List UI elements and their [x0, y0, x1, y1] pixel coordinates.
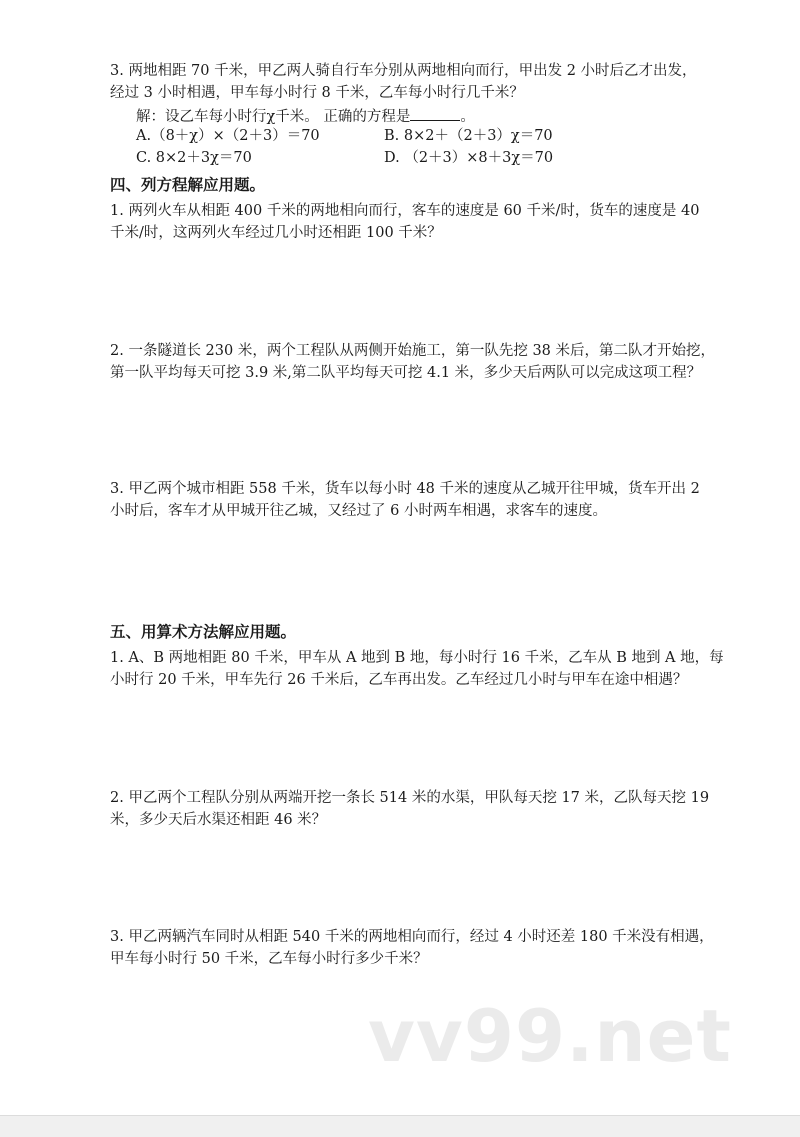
- s4-q3-line2: 小时后，客车才从甲城开往乙城，又经过了 6 小时两车相遇，求客车的速度。: [110, 503, 607, 519]
- s4-q1-line1: 1. 两列火车从相距 400 千米的两地相向而行，客车的速度是 60 千米/时，货车的速度是 40: [110, 203, 700, 219]
- s5-q1-line1: 1. A、B 两地相距 80 千米，甲车从 A 地到 B 地，每小时行 16 千米，乙车从 B 地到 A 地，每: [110, 650, 724, 666]
- s5-q3-line2: 甲车每小时行 50 千米，乙车每小时行多少千米？: [110, 951, 428, 967]
- answer-blank: [410, 106, 460, 121]
- s4-q1-line2: 千米/时，这两列火车经过几小时还相距 100 千米？: [110, 225, 442, 241]
- section4-heading: 四、列方程解应用题。: [110, 176, 266, 194]
- q3-text-line1: 3. 两地相距 70 千米，甲乙两人骑自行车分别从两地相向而行，甲出发 2 小时后乙才出发，: [110, 63, 697, 79]
- s4-q2-line2: 第一队平均每天可挖 3.9 米,第二队平均每天可挖 4.1 米，多少天后两队可以完成这项工程？: [110, 365, 702, 381]
- q3-solution-line: [136, 106, 475, 126]
- option-b: B. 8×2＋（2＋3）χ＝70: [384, 128, 553, 144]
- option-d: D. （2＋3）×8＋3χ＝70: [384, 150, 554, 166]
- s4-q2-line1: 2. 一条隧道长 230 米，两个工程队从两侧开始施工，第一队先挖 38 米后，第二队才开始挖，: [110, 343, 716, 359]
- watermark: vv99.net: [368, 994, 732, 1078]
- q3-solution-prefix: 解：设乙车每小时行χ千米。 正确的方程是: [136, 109, 411, 125]
- q3-text-line2: 经过 3 小时相遇，甲车每小时行 8 千米，乙车每小时行几千米？: [110, 85, 524, 101]
- option-a: A.（8＋χ）×（2＋3）＝70: [136, 128, 320, 144]
- q3-solution-suffix: 。: [460, 109, 475, 125]
- s5-q2-line2: 米，多少天后水渠还相距 46 米？: [110, 812, 327, 828]
- option-c: C. 8×2＋3χ＝70: [136, 150, 252, 166]
- s5-q3-line1: 3. 甲乙两辆汽车同时从相距 540 千米的两地相向而行，经过 4 小时还差 180 千米没有相遇，: [110, 929, 714, 945]
- s5-q1-line2: 小时行 20 千米，甲车先行 26 千米后，乙车再出发。乙车经过几小时与甲车在途中相遇？: [110, 672, 688, 688]
- s4-q3-line1: 3. 甲乙两个城市相距 558 千米，货车以每小时 48 千米的速度从乙城开往甲城，货车开出 2: [110, 481, 700, 497]
- viewer-bottom-bar: [0, 1115, 800, 1137]
- s5-q2-line1: 2. 甲乙两个工程队分别从两端开挖一条长 514 米的水渠，甲队每天挖 17 米，乙队每天挖 19: [110, 790, 710, 806]
- section5-heading: 五、用算术方法解应用题。: [110, 623, 297, 641]
